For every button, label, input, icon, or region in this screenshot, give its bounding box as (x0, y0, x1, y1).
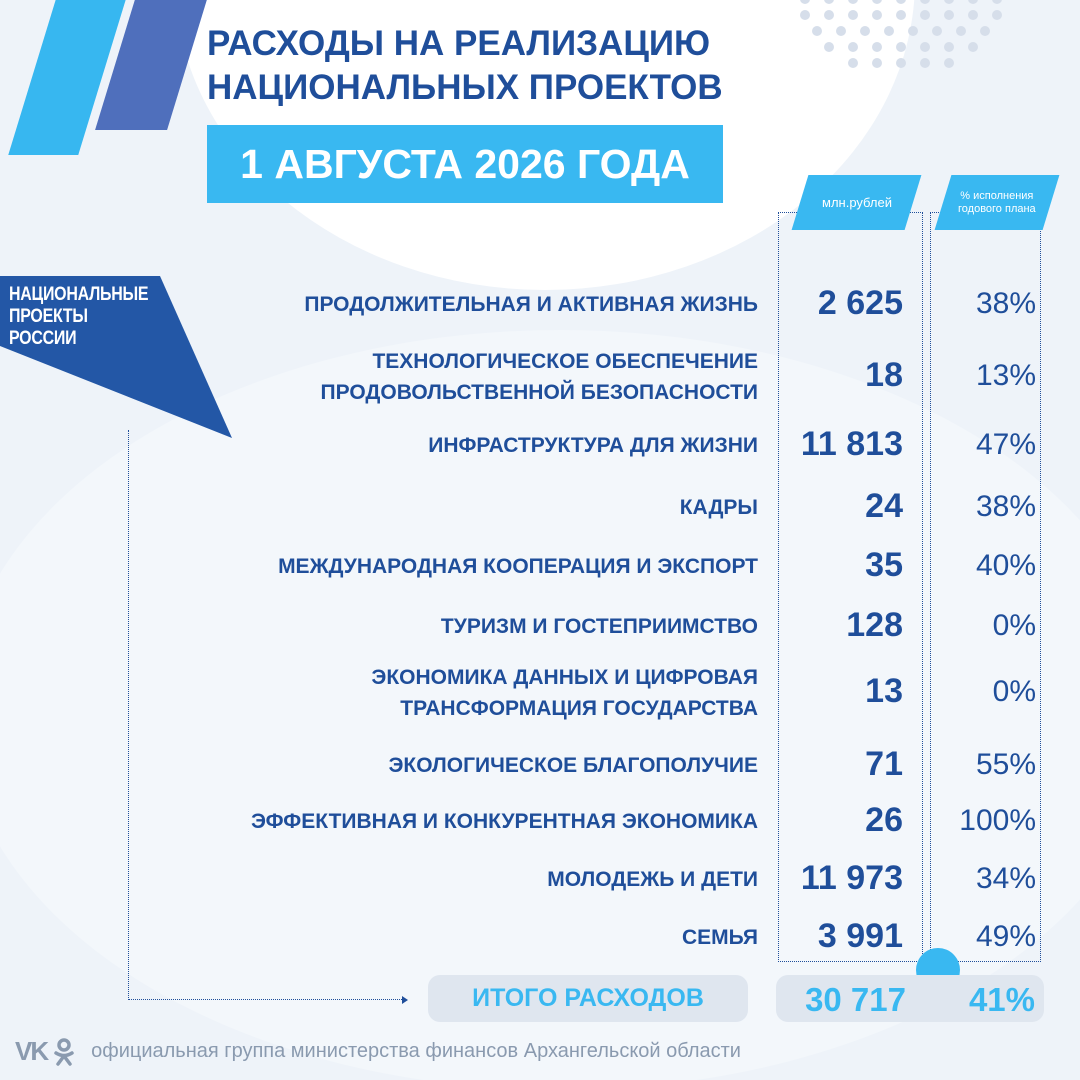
decor-dot (848, 42, 858, 52)
decor-dot (944, 58, 954, 68)
project-amount: 35 (865, 546, 903, 584)
decor-dot (872, 58, 882, 68)
project-name: КАДРЫ (679, 496, 758, 519)
odnoklassniki-icon[interactable] (53, 1038, 75, 1066)
project-name: ПРОДОЛЖИТЕЛЬНАЯ И АКТИВНАЯ ЖИЗНЬ (304, 293, 758, 316)
date-banner (207, 125, 723, 203)
decor-dot (824, 10, 834, 20)
decor-dot (896, 0, 906, 4)
total-label-box (428, 975, 748, 1022)
total-value: 30 717 (805, 981, 906, 1018)
arrow-icon (402, 996, 408, 1004)
footer-text: официальная группа министерства финансов Архангельской области (91, 1040, 741, 1062)
project-amount: 3 991 (817, 917, 903, 955)
decor-dot (968, 0, 978, 4)
project-name: ЭКОНОМИКА ДАННЫХ И ЦИФРОВАЯ ТРАНСФОРМАЦИЯ ГОСУДАРСТВА (371, 666, 758, 720)
decor-dot (992, 10, 1002, 20)
project-percent: 13% (975, 359, 1036, 392)
decor-dot (956, 26, 966, 36)
decor-dot (812, 26, 822, 36)
project-percent: 38% (975, 287, 1036, 320)
project-amount: 24 (865, 487, 903, 525)
decor-dot (872, 10, 882, 20)
project-amount: 128 (846, 606, 903, 644)
project-amount: 18 (865, 356, 903, 394)
decor-dot (920, 58, 930, 68)
project-percent: 47% (975, 428, 1036, 461)
decor-dot (992, 0, 1002, 4)
decor-dot (896, 10, 906, 20)
decor-dot (920, 42, 930, 52)
decor-dot (968, 10, 978, 20)
project-name: ИНФРАСТРУКТУРА ДЛЯ ЖИЗНИ (428, 434, 758, 457)
project-amount: 13 (865, 672, 903, 710)
decor-dot (836, 26, 846, 36)
footer (15, 1036, 741, 1067)
project-name: МОЛОДЕЖЬ И ДЕТИ (547, 868, 758, 891)
national-projects-logo (0, 276, 232, 438)
decor-dot (848, 0, 858, 4)
logo-text: НАЦИОНАЛЬНЫЕ ПРОЕКТЫ РОССИИ (9, 284, 149, 349)
project-amount: 11 973 (800, 859, 903, 897)
decor-dot (920, 0, 930, 4)
percent-column-frame (930, 212, 1041, 962)
decor-dot (824, 0, 834, 4)
decor-dot (932, 26, 942, 36)
decor-dot (908, 26, 918, 36)
decor-dot (944, 42, 954, 52)
percent-column-header (935, 175, 1060, 230)
date-label: 1 АВГУСТА 2026 ГОДА (240, 140, 690, 187)
project-percent: 0% (992, 609, 1036, 642)
total-percent: 41% (968, 981, 1035, 1018)
project-name: ЭКОЛОГИЧЕСКОЕ БЛАГОПОЛУЧИЕ (388, 754, 758, 777)
project-percent: 49% (975, 920, 1036, 953)
page-title: РАСХОДЫ НА РЕАЛИЗАЦИЮ НАЦИОНАЛЬНЫХ ПРОЕКТОВ (207, 24, 723, 107)
decor-dot (920, 10, 930, 20)
dotted-guide-vertical (128, 430, 129, 1000)
decor-dot (944, 10, 954, 20)
decor-dot (944, 0, 954, 4)
decor-dots (800, 0, 1060, 80)
dotted-guide-horizontal (128, 999, 404, 1000)
project-percent: 38% (975, 490, 1036, 523)
project-percent: 55% (975, 748, 1036, 781)
decor-dot (800, 10, 810, 20)
decor-dot (896, 58, 906, 68)
decor-dot (848, 58, 858, 68)
project-name: СЕМЬЯ (681, 926, 758, 949)
percent-column-label: % исполнения годового плана (958, 189, 1036, 215)
project-percent: 0% (992, 675, 1036, 708)
decor-dot (980, 26, 990, 36)
project-percent: 40% (975, 549, 1036, 582)
amount-column-header (792, 175, 922, 230)
project-amount: 71 (865, 745, 903, 783)
decor-dot (824, 42, 834, 52)
vk-icon[interactable]: VK (15, 1036, 48, 1066)
decor-dot (968, 42, 978, 52)
project-name: ЭФФЕКТИВНАЯ И КОНКУРЕНТНАЯ ЭКОНОМИКА (250, 810, 758, 833)
decor-dot (872, 42, 882, 52)
project-percent: 100% (959, 804, 1036, 837)
project-percent: 34% (975, 862, 1036, 895)
project-amount: 2 625 (817, 284, 903, 322)
project-amount: 26 (865, 801, 903, 839)
project-name: МЕЖДУНАРОДНАЯ КООПЕРАЦИЯ И ЭКСПОРТ (278, 555, 758, 578)
decor-dot (860, 26, 870, 36)
decor-dot (800, 0, 810, 4)
project-amount: 11 813 (800, 425, 903, 463)
decor-dot (884, 26, 894, 36)
decor-dot (848, 10, 858, 20)
project-name: ТУРИЗМ И ГОСТЕПРИИМСТВО (440, 615, 758, 638)
decor-dot (872, 0, 882, 4)
project-name: ТЕХНОЛОГИЧЕСКОЕ ОБЕСПЕЧЕНИЕ ПРОДОВОЛЬСТВЕННОЙ БЕЗОПАСНОСТИ (320, 350, 758, 404)
amount-column-label: млн.рублей (821, 195, 892, 210)
amount-column-frame (778, 212, 923, 962)
total-label: ИТОГО РАСХОДОВ (472, 984, 704, 1012)
decor-dot (896, 42, 906, 52)
